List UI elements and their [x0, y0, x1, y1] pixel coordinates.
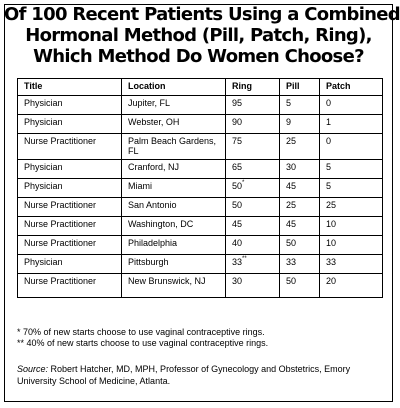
- ring-value: 40: [232, 238, 243, 248]
- cell-patch: 10: [320, 236, 383, 255]
- title-line-2: Hormonal Method (Pill, Patch, Ring),: [25, 25, 372, 46]
- cell-pill: 33: [280, 255, 320, 274]
- cell-title: Nurse Practitioner: [18, 236, 122, 255]
- ring-footnote-mark: *: [242, 180, 245, 186]
- ring-value: 75: [232, 136, 243, 146]
- cell-pill: 50: [280, 236, 320, 255]
- column-header-ring: Ring: [226, 79, 280, 96]
- cell-title: Nurse Practitioner: [18, 198, 122, 217]
- cell-location: Miami: [122, 179, 226, 198]
- cell-patch: 5: [320, 179, 383, 198]
- table-row: [18, 255, 383, 274]
- cell-ring: [226, 115, 280, 134]
- cell-patch: 33: [320, 255, 383, 274]
- table-row: [18, 179, 383, 198]
- cell-pill: 45: [280, 217, 320, 236]
- cell-pill: 5: [280, 96, 320, 115]
- column-header-location: Location: [122, 79, 226, 96]
- ring-footnote-mark: **: [242, 256, 247, 262]
- cell-title: Physician: [18, 115, 122, 134]
- ring-value: 90: [232, 117, 243, 127]
- cell-ring: [226, 274, 280, 298]
- title-line-3: Which Method Do Women Choose?: [33, 46, 364, 67]
- cell-title: Nurse Practitioner: [18, 217, 122, 236]
- cell-title: Physician: [18, 96, 122, 115]
- ring-value: 33: [232, 257, 243, 267]
- title-line-1: Of 100 Recent Patients Using a Combined: [4, 4, 400, 25]
- table-row: [18, 134, 383, 160]
- cell-pill: 9: [280, 115, 320, 134]
- cell-location: Palm Beach Gardens, FL: [122, 134, 226, 160]
- source-label: Source:: [17, 364, 49, 374]
- table-row: [18, 236, 383, 255]
- table-row: [18, 217, 383, 236]
- ring-value: 30: [232, 276, 243, 286]
- cell-title: Physician: [18, 255, 122, 274]
- cell-title: Nurse Practitioner: [18, 274, 122, 298]
- column-header-patch: Patch: [320, 79, 383, 96]
- cell-location: Jupiter, FL: [122, 96, 226, 115]
- ring-value: 65: [232, 162, 243, 172]
- cell-ring: [226, 217, 280, 236]
- ring-value: 50: [232, 200, 243, 210]
- cell-location: Washington, DC: [122, 217, 226, 236]
- cell-ring: [226, 236, 280, 255]
- cell-location: New Brunswick, NJ: [122, 274, 226, 298]
- table-row: [18, 160, 383, 179]
- footnote-single-asterisk: * 70% of new starts choose to use vaginal contraceptive rings.: [17, 327, 265, 337]
- cell-ring: [226, 134, 280, 160]
- cell-patch: 20: [320, 274, 383, 298]
- cell-pill: 30: [280, 160, 320, 179]
- cell-ring: [226, 160, 280, 179]
- source-text: Robert Hatcher, MD, MPH, Professor of Gynecology and Obstetrics, Emory University School of Medicine, Atlanta.: [17, 364, 351, 386]
- cell-patch: 10: [320, 217, 383, 236]
- cell-location: Cranford, NJ: [122, 160, 226, 179]
- ring-value: 95: [232, 98, 243, 108]
- cell-location: Webster, OH: [122, 115, 226, 134]
- cell-location: Pittsburgh: [122, 255, 226, 274]
- column-header-title: Title: [18, 79, 122, 96]
- cell-pill: 25: [280, 134, 320, 160]
- cell-title: Physician: [18, 179, 122, 198]
- table-row: [18, 274, 383, 298]
- cell-patch: 0: [320, 134, 383, 160]
- cell-pill: 45: [280, 179, 320, 198]
- cell-location: Philadelphia: [122, 236, 226, 255]
- source-note: [17, 364, 382, 387]
- cell-pill: 25: [280, 198, 320, 217]
- cell-pill: 50: [280, 274, 320, 298]
- cell-ring: [226, 96, 280, 115]
- footnotes: [17, 327, 268, 349]
- cell-patch: 0: [320, 96, 383, 115]
- table-row: [18, 115, 383, 134]
- table-header-row: [18, 79, 383, 96]
- cell-ring: [226, 179, 280, 198]
- table-row: [18, 96, 383, 115]
- cell-patch: 5: [320, 160, 383, 179]
- column-header-pill: Pill: [280, 79, 320, 96]
- cell-ring: [226, 255, 280, 274]
- ring-value: 50: [232, 181, 243, 191]
- method-choice-table: [17, 78, 383, 298]
- cell-location: San Antonio: [122, 198, 226, 217]
- footnote-double-asterisk: ** 40% of new starts choose to use vaginal contraceptive rings.: [17, 338, 269, 348]
- cell-patch: 25: [320, 198, 383, 217]
- cell-ring: [226, 198, 280, 217]
- cell-title: Nurse Practitioner: [18, 134, 122, 160]
- figure-title: [4, 4, 400, 67]
- table-row: [18, 198, 383, 217]
- cell-title: Physician: [18, 160, 122, 179]
- ring-value: 45: [232, 219, 243, 229]
- cell-patch: 1: [320, 115, 383, 134]
